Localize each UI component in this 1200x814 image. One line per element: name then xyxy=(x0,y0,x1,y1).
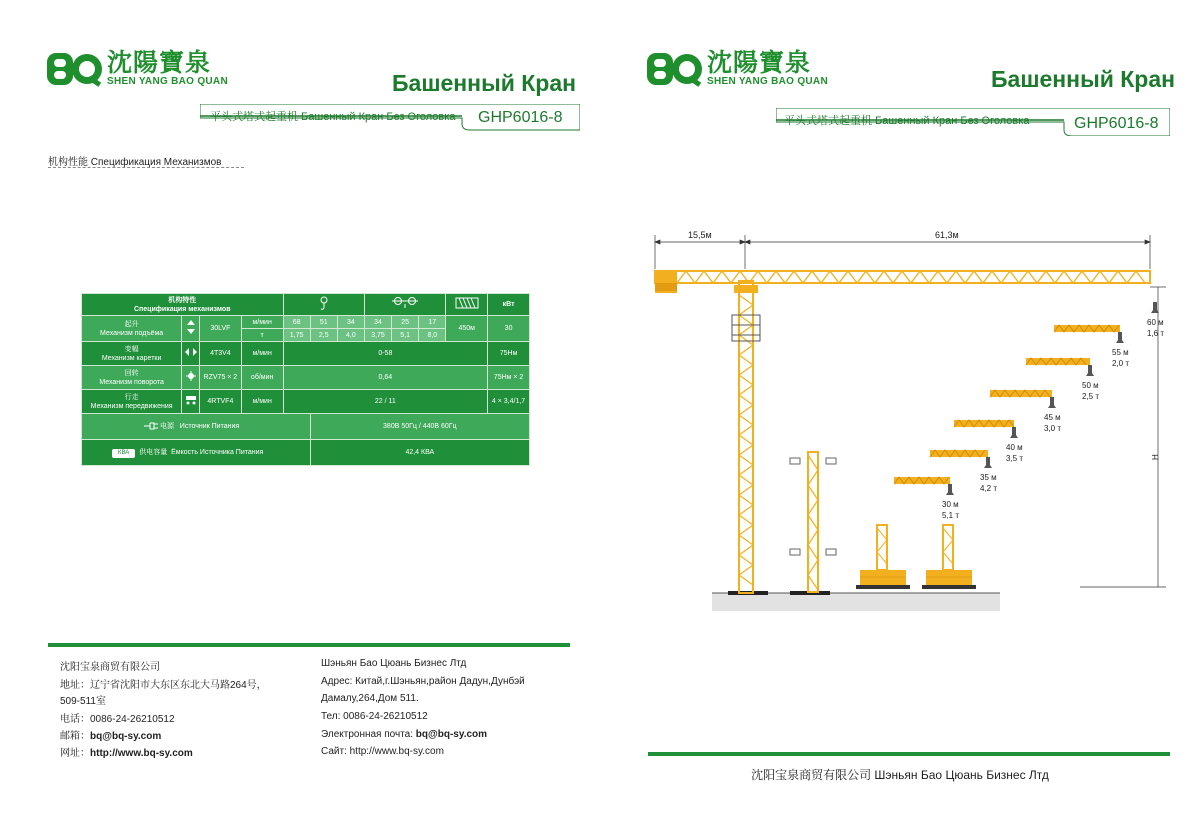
mechanism-spec-table xyxy=(81,293,530,466)
height-label: H xyxy=(1151,454,1160,460)
brand-name-cn: 沈陽寶泉 xyxy=(107,48,212,77)
brand-name-en: SHEN YANG BAO QUAN xyxy=(107,76,228,87)
bq-logo-icon xyxy=(647,51,703,87)
travel-speed: 22 / 11 xyxy=(283,390,488,414)
hoist-load-cell: 2,5 xyxy=(310,329,337,342)
load-radius: 50 м xyxy=(1082,381,1099,390)
address-ru-line-2: Дамалу,264,Дом 511. xyxy=(321,693,419,704)
hoist-speed-cell: 25 xyxy=(392,316,419,329)
trolley-power: 75Нм xyxy=(488,342,530,366)
drum-icon xyxy=(446,294,488,316)
email-link[interactable]: bq@bq-sy.com xyxy=(90,731,162,742)
email-ru: Электронная почта: bq@bq-sy.com xyxy=(321,729,488,740)
slewing-speed: 0,64 xyxy=(283,366,488,390)
crane-tower xyxy=(732,281,760,593)
hoist-load-unit: т xyxy=(241,329,283,342)
hook-icon xyxy=(1086,365,1094,376)
hoist-load-cell: 3,75 xyxy=(364,329,391,342)
slewing-row xyxy=(82,366,530,390)
hoist-motor: 30LVF xyxy=(200,316,242,342)
footer-divider xyxy=(48,643,570,647)
dimension-lines xyxy=(655,235,1166,587)
hoist-speed-unit: м/мин xyxy=(241,316,283,329)
web-cn: 网址：http://www.bq-sy.com xyxy=(60,748,193,759)
power-source-label: 电源 Источник Питания xyxy=(82,414,311,440)
load-capacity: 3,0 т xyxy=(1044,424,1062,433)
right-page xyxy=(600,0,1200,814)
hoist-speed-cell: 34 xyxy=(364,316,391,329)
web-ru[interactable]: Сайт: http://www.bq-sy.com xyxy=(321,746,444,757)
page-subtitle: 平头式塔式起重机 Башенный Кран Без Оголовка xyxy=(784,115,1030,127)
company-name-ru: Шэньян Бао Цюань Бизнес Лтд xyxy=(321,658,467,669)
page-title: Башенный Кран xyxy=(991,66,1176,92)
trolley-unit: м/мин xyxy=(241,342,283,366)
address-cn-line-1: 地址：辽宁省沈阳市大东区东北大马路264号， xyxy=(60,680,267,691)
hoist-speed-cell: 51 xyxy=(310,316,337,329)
jib-configurations xyxy=(894,302,1164,520)
bq-logo-icon xyxy=(47,51,103,87)
email-link-ru[interactable]: bq@bq-sy.com xyxy=(415,729,488,740)
load-capacity: 3,5 т xyxy=(1006,454,1024,463)
jib-length: 61,3м xyxy=(935,230,959,240)
capacity-value: 42,4 КВА xyxy=(310,440,529,466)
hoist-speed-cell: 34 xyxy=(337,316,364,329)
trolley-label: 变幅 Механизм каретки xyxy=(82,342,182,366)
hoist-row xyxy=(82,316,530,329)
hoist-height: 450м xyxy=(446,316,488,342)
phone-cn: 电话：0086-24-26210512 xyxy=(60,714,175,725)
kw-header: кВт xyxy=(488,294,530,316)
section-title: 机构性能 Спецификация Механизмов xyxy=(48,157,222,168)
hook-icon xyxy=(1048,397,1056,408)
ground xyxy=(712,591,1000,611)
hook-icon xyxy=(984,457,992,468)
hoist-power: 30 xyxy=(488,316,530,342)
table-header-row xyxy=(82,294,530,316)
counter-jib-length: 15,5м xyxy=(688,230,712,240)
page-title: Башенный Кран xyxy=(392,70,577,96)
model-number: GHP6016-8 xyxy=(478,109,563,126)
hook-icon xyxy=(1010,427,1018,438)
hook-double-icon xyxy=(364,294,445,316)
slewing-power: 75Нм × 2 xyxy=(488,366,530,390)
section-divider xyxy=(48,167,244,168)
hoist-speed-cell: 17 xyxy=(419,316,446,329)
website-link[interactable]: http://www.bq-sy.com xyxy=(90,748,193,759)
hoist-load-cell: 1,75 xyxy=(283,329,310,342)
model-number: GHP6016-8 xyxy=(1074,115,1159,132)
slewing-unit: об/мин xyxy=(241,366,283,390)
plug-icon xyxy=(144,422,158,430)
brand-logo xyxy=(647,50,828,87)
power-source-row xyxy=(82,414,530,440)
trolley-row xyxy=(82,342,530,366)
load-capacity: 1,6 т xyxy=(1147,329,1165,338)
travel-unit: м/мин xyxy=(241,390,283,414)
brand-name-cn: 沈陽寶泉 xyxy=(707,48,812,77)
hoist-label: 起升 Механизм подъёма xyxy=(82,316,182,342)
footer-divider xyxy=(648,752,1170,756)
travel-power: 4 × 3,4/1,7 xyxy=(488,390,530,414)
load-capacity: 5,1 т xyxy=(942,511,960,520)
footer-company-line: 沈阳宝泉商贸有限公司 Шэньян Бао Цюань Бизнес Лтд xyxy=(751,768,1049,782)
hoist-speed-cell: 68 xyxy=(283,316,310,329)
load-radius: 35 м xyxy=(980,473,997,482)
hoist-load-cell: 8,0 xyxy=(419,329,446,342)
brand-logo xyxy=(47,50,228,87)
hoist-load-cell: 5,1 xyxy=(392,329,419,342)
slewing-icon xyxy=(182,366,200,390)
hoist-load-cell: 4,0 xyxy=(337,329,364,342)
load-capacity: 2,5 т xyxy=(1082,392,1100,401)
capacity-label: КВА 供电容量 Ёмкость Источника Питания xyxy=(82,440,311,466)
travel-icon xyxy=(182,390,200,414)
tower-sections xyxy=(790,452,836,592)
travel-row xyxy=(82,390,530,414)
kva-badge: КВА xyxy=(112,449,135,458)
hoist-icon xyxy=(182,316,200,342)
hook-icon xyxy=(946,484,954,495)
main-jib xyxy=(655,271,1150,293)
load-radius: 45 м xyxy=(1044,413,1061,422)
hook-icon xyxy=(1116,332,1124,343)
company-name-cn: 沈阳宝泉商贸有限公司 xyxy=(60,662,160,673)
trolley-motor: 4T3V4 xyxy=(200,342,242,366)
transport-stacks xyxy=(856,525,976,589)
email-cn: 邮箱：bq@bq-sy.com xyxy=(60,731,162,742)
load-radius: 55 м xyxy=(1112,348,1129,357)
phone-ru: Тел: 0086-24-26210512 xyxy=(321,711,428,722)
travel-label: 行走 Механизм передвижения xyxy=(82,390,182,414)
brand-name-en: SHEN YANG BAO QUAN xyxy=(707,76,828,87)
load-capacity: 4,2 т xyxy=(980,484,998,493)
page-subtitle: 平头式塔式起重机 Башенный Кран Без Оголовка xyxy=(210,111,456,123)
trolley-speed: 0-58 xyxy=(283,342,488,366)
slewing-motor: RZV75 × 2 xyxy=(200,366,242,390)
power-source-value: 380В 50Гц / 440В 60Гц xyxy=(310,414,529,440)
hook-single-icon xyxy=(283,294,364,316)
travel-motor: 4RTVF4 xyxy=(200,390,242,414)
load-capacity: 2,0 т xyxy=(1112,359,1130,368)
address-cn-line-2: 509-511室 xyxy=(60,696,106,707)
load-radius: 40 м xyxy=(1006,443,1023,452)
crane-drawing xyxy=(650,225,1170,615)
slewing-label: 回转 Механизм поворота xyxy=(82,366,182,390)
load-radius: 30 м xyxy=(942,500,959,509)
trolley-icon xyxy=(182,342,200,366)
capacity-row xyxy=(82,440,530,466)
table-header-cell: 机构特性 Спецификация механизмов xyxy=(82,294,284,316)
address-ru-line-1: Адрес: Китай,г.Шэньян,район Дадун,Дунбэй xyxy=(321,676,525,687)
load-radius: 60 м xyxy=(1147,318,1164,327)
